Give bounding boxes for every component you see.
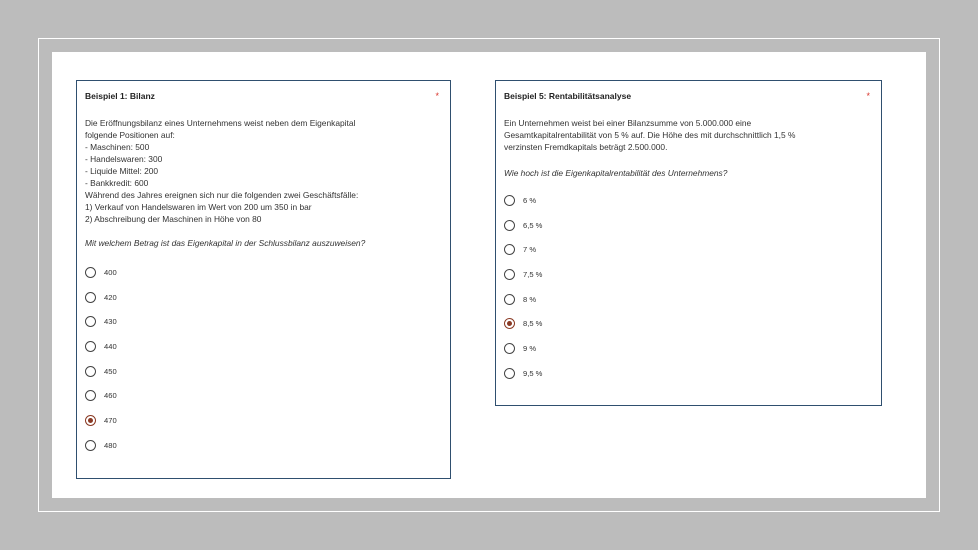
question-line: - Liquide Mittel: 200 — [85, 166, 159, 176]
radio-option-430[interactable] — [85, 309, 442, 334]
option-label: 450 — [104, 366, 117, 376]
option-label: 8 % — [523, 294, 537, 304]
question-text — [504, 117, 873, 153]
radio-option-9-5[interactable] — [504, 361, 873, 386]
question-title: Beispiel 1: Bilanz — [85, 91, 155, 101]
required-marker: * — [866, 91, 870, 101]
radio-button[interactable] — [504, 195, 515, 206]
question-text — [85, 117, 442, 225]
radio-option-460[interactable] — [85, 383, 442, 408]
option-label: 400 — [104, 267, 117, 277]
option-label: 7,5 % — [523, 269, 543, 279]
option-label: 6,5 % — [523, 220, 543, 230]
radio-button[interactable] — [85, 390, 96, 401]
answer-options — [85, 260, 442, 458]
radio-option-440[interactable] — [85, 334, 442, 359]
card-header — [85, 91, 442, 101]
question-line: 1) Verkauf von Handelswaren im Wert von 200 um 350 in bar — [85, 202, 312, 212]
radio-option-6-5[interactable] — [504, 213, 873, 238]
option-label: 9,5 % — [523, 368, 543, 378]
radio-option-7-5[interactable] — [504, 262, 873, 287]
option-label: 6 % — [523, 195, 537, 205]
radio-button[interactable] — [85, 292, 96, 303]
question-card-bilanz — [76, 80, 451, 479]
option-label: 430 — [104, 317, 117, 327]
question-line: - Maschinen: 500 — [85, 142, 150, 152]
required-marker: * — [435, 91, 439, 101]
radio-button[interactable] — [85, 440, 96, 451]
radio-button[interactable] — [504, 294, 515, 305]
radio-button[interactable] — [504, 269, 515, 280]
radio-option-470[interactable] — [85, 408, 442, 433]
question-line: Ein Unternehmen weist bei einer Bilanzsumme von 5.000.000 eine — [504, 118, 752, 128]
option-label: 9 % — [523, 343, 537, 353]
radio-option-7[interactable] — [504, 237, 873, 262]
option-label: 460 — [104, 391, 117, 401]
radio-button[interactable] — [504, 343, 515, 354]
radio-option-6[interactable] — [504, 188, 873, 213]
radio-button[interactable] — [85, 415, 96, 426]
radio-option-8[interactable] — [504, 287, 873, 312]
question-line: - Handelswaren: 300 — [85, 154, 163, 164]
question-line: Gesamtkapitalrentabilität von 5 % auf. Die Höhe des mit durchschnittlich 1,5 % — [504, 130, 796, 140]
option-label: 7 % — [523, 245, 537, 255]
option-label: 420 — [104, 292, 117, 302]
question-line: Während des Jahres ereignen sich nur die folgenden zwei Geschäftsfälle: — [85, 190, 359, 200]
radio-button[interactable] — [504, 244, 515, 255]
radio-option-400[interactable] — [85, 260, 442, 285]
radio-option-9[interactable] — [504, 336, 873, 361]
question-prompt: Wie hoch ist die Eigenkapitalrentabilität des Unternehmens? — [504, 168, 728, 178]
option-label: 440 — [104, 341, 117, 351]
radio-button[interactable] — [85, 267, 96, 278]
card-header — [504, 91, 873, 101]
question-prompt: Mit welchem Betrag ist das Eigenkapital in der Schlussbilanz auszuweisen? — [85, 238, 366, 248]
question-line: Die Eröffnungsbilanz eines Unternehmens weist neben dem Eigenkapital — [85, 118, 356, 128]
radio-button[interactable] — [504, 368, 515, 379]
option-label: 470 — [104, 415, 117, 425]
question-title: Beispiel 5: Rentabilitätsanalyse — [504, 91, 632, 101]
question-card-rentabilitaet — [495, 80, 882, 406]
question-line: verzinsten Fremdkapitals beträgt 2.500.000. — [504, 142, 668, 152]
radio-option-450[interactable] — [85, 359, 442, 384]
answer-options — [504, 188, 873, 386]
radio-button[interactable] — [85, 316, 96, 327]
option-label: 480 — [104, 440, 117, 450]
radio-option-480[interactable] — [85, 433, 442, 458]
radio-option-8-5[interactable] — [504, 311, 873, 336]
option-label: 8,5 % — [523, 319, 543, 329]
radio-button[interactable] — [85, 366, 96, 377]
radio-button[interactable] — [504, 220, 515, 231]
question-line: folgende Positionen auf: — [85, 130, 175, 140]
question-line: 2) Abschreibung der Maschinen in Höhe von 80 — [85, 214, 262, 224]
radio-button[interactable] — [85, 341, 96, 352]
radio-button[interactable] — [504, 318, 515, 329]
radio-option-420[interactable] — [85, 285, 442, 310]
question-line: - Bankkredit: 600 — [85, 178, 149, 188]
